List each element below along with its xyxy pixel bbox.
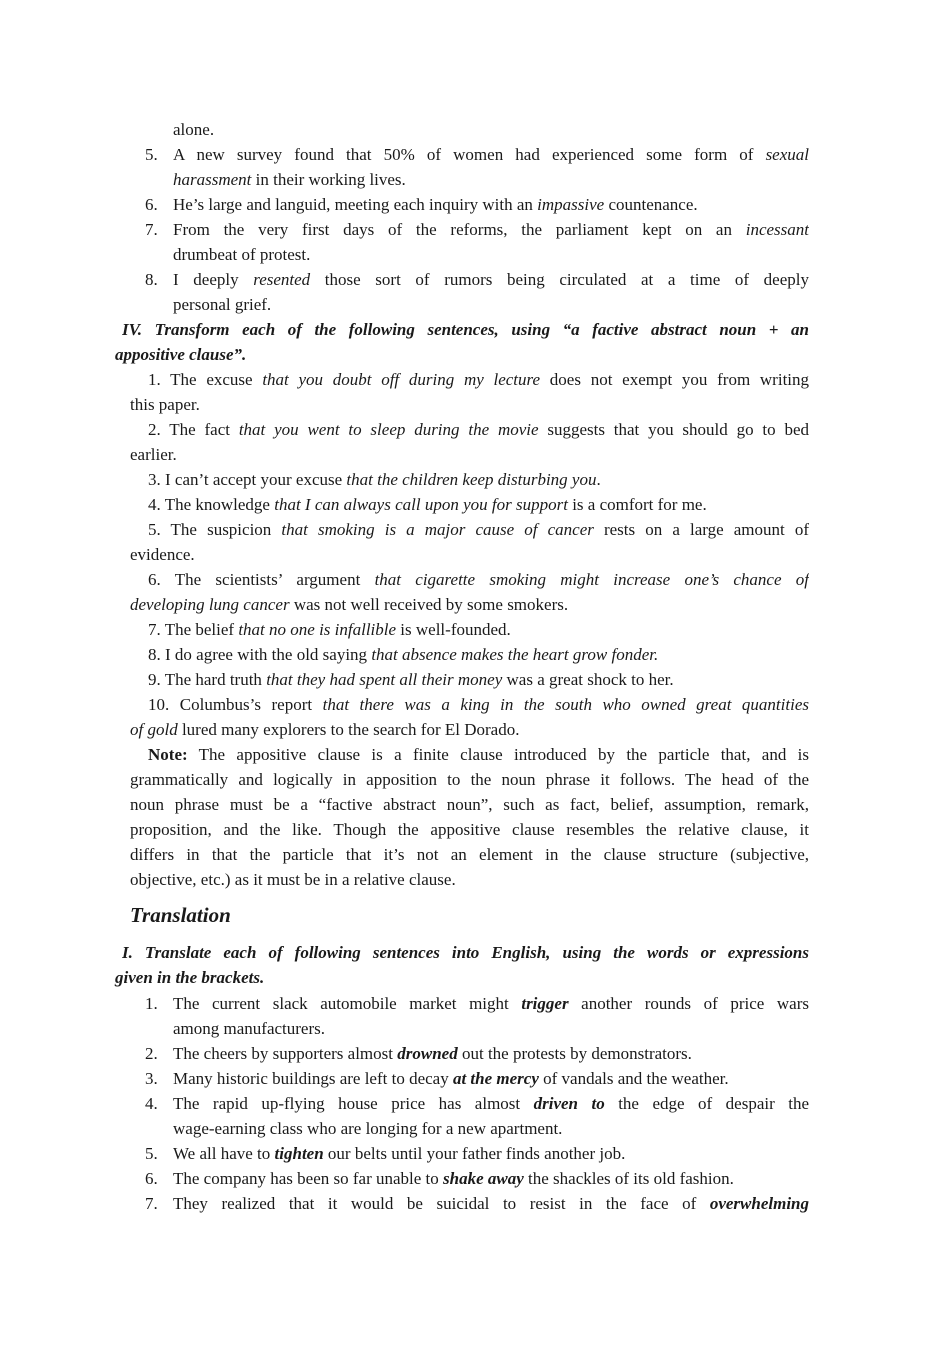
translation-title: Translation [130,903,231,927]
transform-item-1: 1. The excuse that you doubt off during my lecture does not exempt you from writing [148,370,809,389]
translate-item-4-continuation: wage-earning class who are longing for a new apartment. [173,1119,563,1138]
translation-section-heading: I. Translate each of following sentences into English, using the words or expressions [122,943,809,962]
transform-item-3: 3. I can’t accept your excuse that the children keep disturbing you. [148,470,601,489]
list-item-8-continuation: personal grief. [173,295,272,314]
transform-item-4: 4. The knowledge that I can always call upon you for support is a comfort for me. [148,495,707,514]
list-number: 8. [145,270,158,289]
list-number: 6. [145,195,158,214]
list-number: 7. [145,220,158,239]
transform-item-1-continuation: this paper. [130,395,200,414]
list-number: 5. [145,1144,158,1163]
list-number: 2. [145,1044,158,1063]
translate-item-2: The cheers by supporters almost drowned out the protests by demonstrators. [173,1044,692,1063]
section-iv-heading: IV. Transform each of the following sentences, using “a factive abstract noun + an [122,320,809,339]
list-item-8: I deeply resented those sort of rumors being circulated at a time of deeply [173,270,809,289]
transform-item-2-continuation: earlier. [130,445,177,464]
note-line-5: differs in that the particle that it’s not an element in the clause structure (subjective, [130,845,809,864]
list-item-5-continuation: harassment in their working lives. [173,170,406,189]
transform-item-8: 8. I do agree with the old saying that absence makes the heart grow fonder. [148,645,659,664]
transform-item-10: 10. Columbus’s report that there was a king in the south who owned great quantities [148,695,809,714]
list-number: 5. [145,145,158,164]
list-item-7-continuation: drumbeat of protest. [173,245,311,264]
transform-item-10-continuation: of gold lured many explorers to the search for El Dorado. [130,720,520,739]
note-line-3: noun phrase must be a “factive abstract noun”, such as fact, belief, assumption, remark, [130,795,809,814]
transform-item-6: 6. The scientists’ argument that cigarette smoking might increase one’s chance of [148,570,809,589]
translate-item-6: The company has been so far unable to shake away the shackles of its old fashion. [173,1169,734,1188]
transform-item-5-continuation: evidence. [130,545,195,564]
translate-item-4: The rapid up-flying house price has almost driven to the edge of despair the [173,1094,809,1113]
transform-item-9: 9. The hard truth that they had spent all their money was a great shock to her. [148,670,674,689]
list-item-6: He’s large and languid, meeting each inquiry with an impassive countenance. [173,195,698,214]
list-item-5: A new survey found that 50% of women had experienced some form of sexual [173,145,809,164]
list-number: 1. [145,994,158,1013]
list-number: 7. [145,1194,158,1213]
note-line-2: grammatically and logically in apposition to the noun phrase it follows. The head of the [130,770,809,789]
transform-item-2: 2. The fact that you went to sleep during the movie suggests that you should go to bed [148,420,809,439]
translate-item-1-continuation: among manufacturers. [173,1019,325,1038]
translate-item-1: The current slack automobile market might trigger another rounds of price wars [173,994,809,1013]
list-number: 6. [145,1169,158,1188]
list-number: 4. [145,1094,158,1113]
translate-item-7: They realized that it would be suicidal to resist in the face of overwhelming [173,1194,809,1213]
note-label: Note: [148,745,188,764]
list-item-7: From the very first days of the reforms, the parliament kept on an incessant [173,220,809,239]
transform-item-5: 5. The suspicion that smoking is a major cause of cancer rests on a large amount of [148,520,809,539]
transform-item-7: 7. The belief that no one is infallible is well-founded. [148,620,511,639]
section-iv-heading-continuation: appositive clause”. [115,345,247,364]
list-number: 3. [145,1069,158,1088]
note-line-4: proposition, and the like. Though the appositive clause resembles the relative clause, it [130,820,809,839]
translate-item-3: Many historic buildings are left to decay at the mercy of vandals and the weather. [173,1069,729,1088]
note-line-6: objective, etc.) as it must be in a relative clause. [130,870,456,889]
translate-item-5: We all have to tighten our belts until your father finds another job. [173,1144,626,1163]
list-item-4-continuation: alone. [173,120,215,139]
translation-section-heading-continuation: given in the brackets. [115,968,265,987]
note-line-1: Note: The appositive clause is a finite clause introduced by the particle that, and is [148,745,809,764]
transform-item-6-continuation: developing lung cancer was not well received by some smokers. [130,595,569,614]
